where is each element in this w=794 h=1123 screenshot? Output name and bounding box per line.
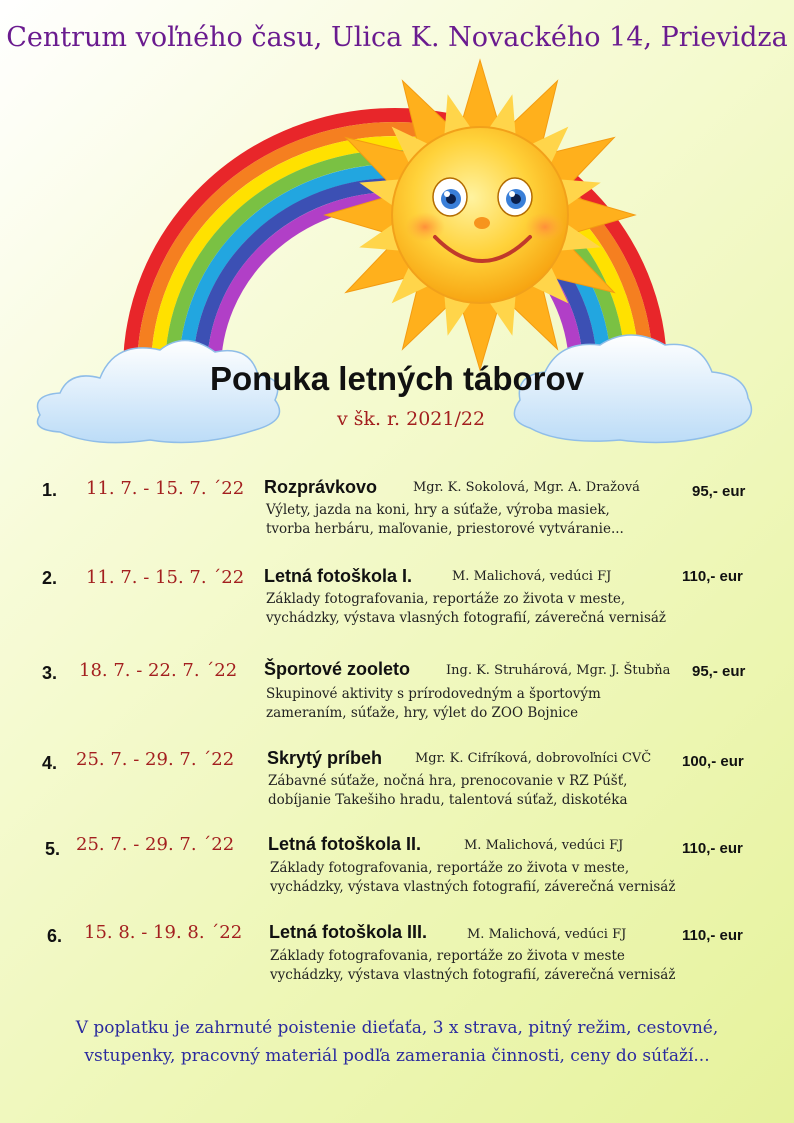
camp-description-line: vychádzky, výstava vlastných fotografií, záverečná vernisáž: [270, 967, 676, 983]
camp-leaders: M. Malichová, vedúci FJ: [464, 838, 624, 853]
camp-name: Športové zooleto: [264, 659, 411, 679]
camp-name: Letná fotoškola II.: [268, 834, 422, 854]
camp-description-line: Základy fotografovania, reportáže zo života v meste: [270, 948, 625, 964]
camp-dates: 15. 8. - 19. 8. ´22: [84, 922, 243, 943]
camp-price: 95,- eur: [692, 483, 746, 500]
header-title: Centrum voľného času, Ulica K. Novackého 14, Prievidza: [6, 22, 788, 53]
camp-description-line: zameraním, súťaže, hry, výlet do ZOO Bojnice: [266, 705, 579, 721]
camp-leaders: Mgr. K. Sokolová, Mgr. A. Dražová: [413, 480, 640, 495]
camp-name: Letná fotoškola I.: [264, 566, 413, 586]
footer-line: vstupenky, pracovný materiál podľa zamerania činnosti, ceny do súťaží...: [84, 1046, 710, 1066]
camp-leaders: M. Malichová, vedúci FJ: [452, 569, 612, 584]
camp-description-line: Základy fotografovania, reportáže zo života v meste,: [270, 860, 630, 876]
camp-description-line: tvorba herbáru, maľovanie, priestorové vytváranie...: [266, 521, 624, 537]
camp-price: 100,- eur: [682, 753, 744, 770]
camp-dates: 18. 7. - 22. 7. ´22: [79, 660, 238, 681]
camp-description-line: dobíjanie Takešiho hradu, talentová súťaž, diskotéka: [268, 792, 628, 808]
camp-dates: 25. 7. - 29. 7. ´22: [76, 834, 235, 855]
camp-price: 110,- eur: [682, 840, 743, 857]
camp-name: Letná fotoškola III.: [269, 922, 428, 942]
camp-dates: 11. 7. - 15. 7. ´22: [86, 567, 245, 588]
camp-description-line: Základy fotografovania, reportáže zo života v meste,: [266, 591, 626, 607]
camp-price: 95,- eur: [692, 663, 746, 680]
camp-number: 1.: [42, 480, 58, 500]
camp-price: 110,- eur: [682, 927, 743, 944]
camp-description-line: Zábavné súťaže, nočná hra, prenocovanie v RZ Púšť,: [268, 773, 628, 789]
camp-number: 5.: [45, 839, 61, 859]
camp-price: 110,- eur: [682, 568, 743, 585]
page-title: Ponuka letných táborov: [209, 360, 585, 397]
camp-number: 6.: [47, 926, 63, 946]
camp-name: Skrytý príbeh: [267, 748, 383, 768]
school-year: v šk. r. 2021/22: [336, 408, 486, 430]
camp-description-line: vychádzky, výstava vlasných fotografií, záverečná vernisáž: [266, 610, 667, 626]
camp-item: [0, 834, 794, 914]
camp-description-line: Skupinové aktivity s prírodovedným a športovým: [266, 686, 601, 702]
camp-item: [0, 746, 794, 826]
camp-description-line: vychádzky, výstava vlastných fotografií, záverečná vernisáž: [270, 879, 676, 895]
camp-number: 4.: [42, 753, 58, 773]
camp-dates: 11. 7. - 15. 7. ´22: [86, 478, 245, 499]
camp-item: [0, 922, 794, 1002]
camp-number: 3.: [42, 663, 58, 683]
camp-name: Rozprávkovo: [264, 477, 378, 497]
footer-line: V poplatku je zahrnuté poistenie dieťaťa, 3 x strava, pitný režim, cestovné,: [75, 1018, 719, 1038]
camp-number: 2.: [42, 568, 58, 588]
camp-item: [0, 564, 794, 644]
camp-leaders: Ing. K. Struhárová, Mgr. J. Štubňa: [446, 663, 671, 678]
camp-dates: 25. 7. - 29. 7. ´22: [76, 749, 235, 770]
camp-leaders: Mgr. K. Cifríková, dobrovoľníci CVČ: [415, 751, 652, 766]
camp-description-line: Výlety, jazda na koni, hry a súťaže, výroba masiek,: [266, 502, 610, 518]
camp-item: [0, 476, 794, 556]
footer-note: [0, 1014, 794, 1070]
camp-leaders: M. Malichová, vedúci FJ: [467, 927, 627, 942]
camp-item: [0, 658, 794, 738]
